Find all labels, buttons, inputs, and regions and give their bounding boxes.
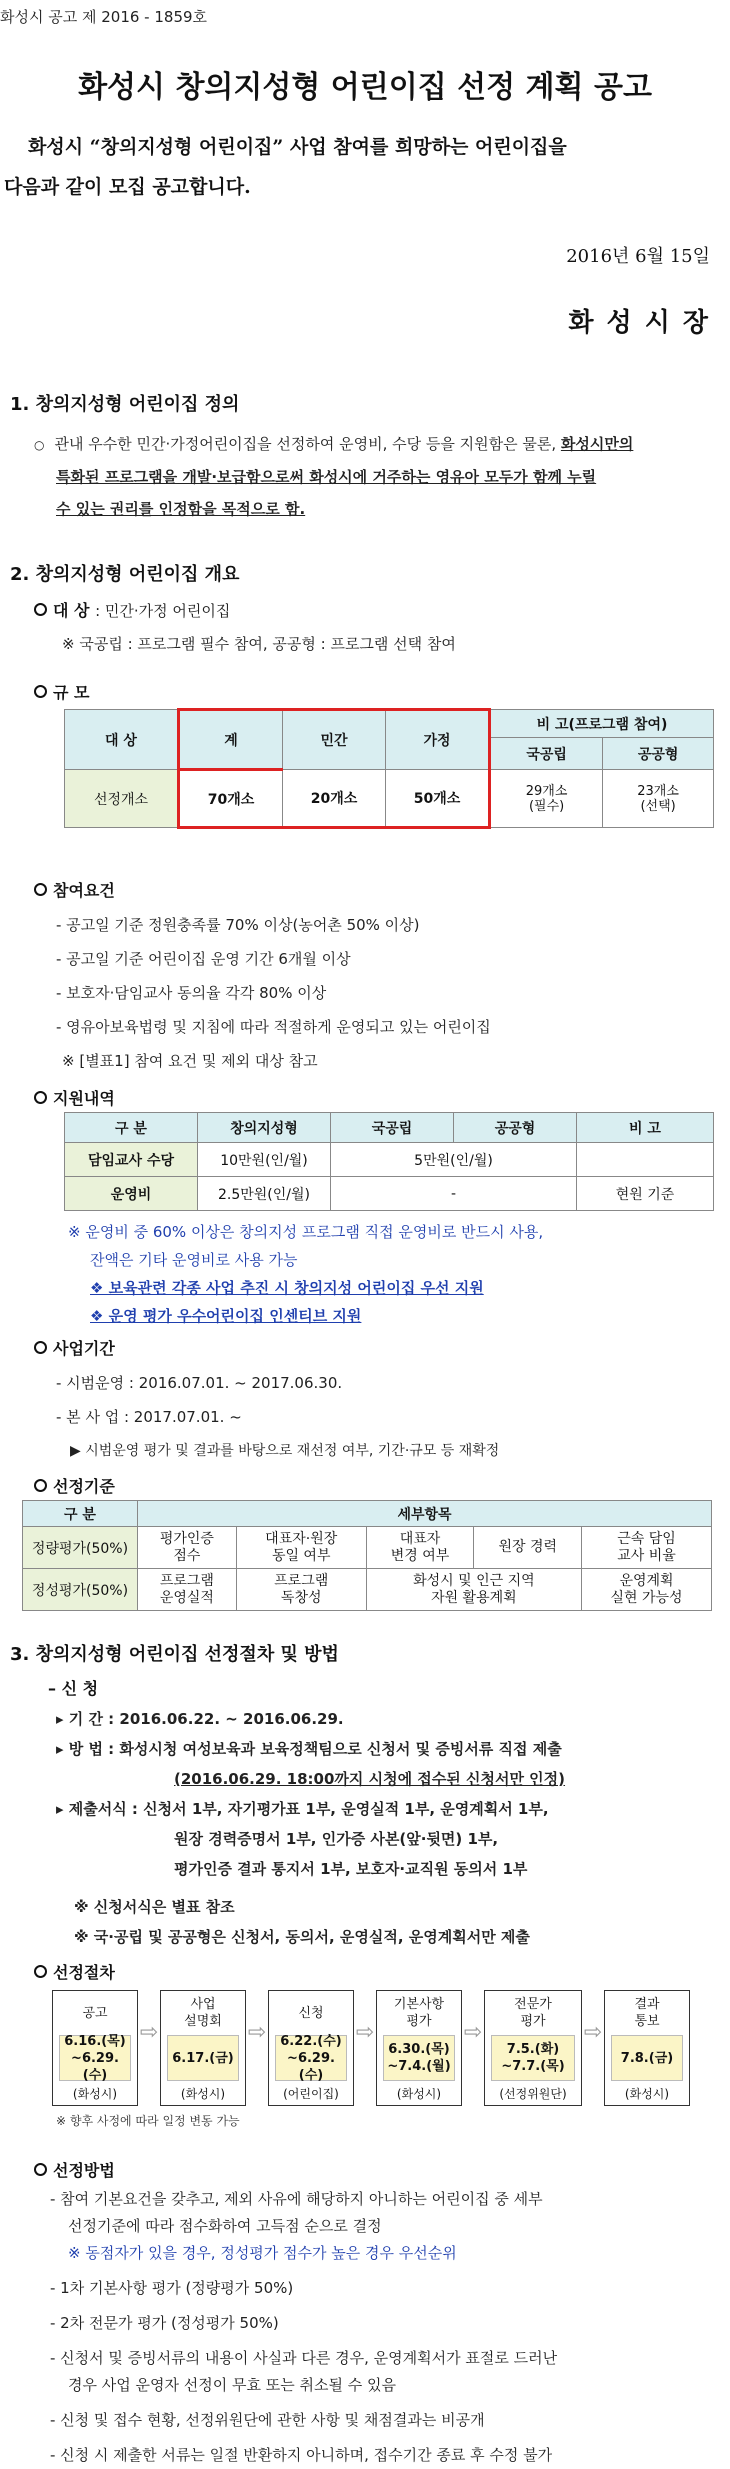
procedure-step-name: 결과 통보 [634, 1997, 660, 2029]
scale-h-public: 국공립 [490, 738, 603, 770]
scale-h-private: 민간 [283, 710, 386, 770]
ring-bullet-icon [34, 1091, 47, 1104]
procedure-step-name: 전문가 평가 [514, 1997, 552, 2029]
support-r2-note: 현원 기준 [577, 1177, 714, 1211]
requirement-item: - 영유아보육법령 및 지침에 따라 적절하게 운영되고 있는 어린이집 [56, 1018, 491, 1036]
period-heading: 사업기간 [34, 1336, 115, 1359]
scale-h-note: 비 고(프로그램 참여) [490, 710, 714, 738]
support-r1-label: 담임교사 수당 [65, 1143, 198, 1177]
target-note: ※ 국공립 : 프로그램 필수 참여, 공공형 : 프로그램 선택 참여 [62, 635, 456, 653]
section-1-body: ○ 관내 우수한 민간·가정어린이집을 선정하여 운영비, 수당 등을 지원함은 물론, 화성시만의 특화된 프로그램을 개발·보급함으로써 화성시에 거주하는 영유아 모두가 함께 누릴 수 있는 권리를 인정함을 목적으로 함. [34, 435, 634, 518]
ring-bullet-icon [34, 883, 47, 896]
scale-table [64, 708, 714, 829]
procedure-step-date: 7.8.(금) [611, 2035, 683, 2081]
requirements-heading: 참여요건 [34, 878, 115, 901]
ring-bullet-icon [34, 1965, 47, 1978]
arrow-right-icon: ⇨ [139, 2020, 159, 2045]
procedure-step-org: (어린이집) [283, 2086, 339, 2101]
procedure-step [160, 1990, 246, 2106]
scale-h-total: 계 [179, 710, 283, 770]
ring-bullet-icon [34, 1341, 47, 1354]
support-h4: 공공형 [454, 1113, 577, 1143]
scale-row-label: 선정개소 [65, 770, 179, 828]
page-title: 화성시 창의지성형 어린이집 선정 계획 공고 [78, 70, 652, 105]
ring-bullet-icon [34, 1479, 47, 1492]
scale-h-pub2: 공공형 [603, 738, 714, 770]
procedure-step-org: (화성시) [180, 2086, 226, 2101]
section-3-heading: 3. 창의지성형 어린이집 선정절차 및 방법 [10, 1644, 339, 1665]
support-r2-label: 운영비 [65, 1177, 198, 1211]
procedure-step-org: (선정위원단) [499, 2086, 567, 2101]
requirement-item: - 공고일 기준 정원충족률 70% 이상(농어촌 50% 이상) [56, 916, 420, 934]
criteria-heading: 선정기준 [34, 1474, 115, 1497]
circle-bullet-icon: ○ [34, 438, 45, 452]
ring-bullet-icon [34, 603, 47, 616]
support-notes: ※ 운영비 중 60% 이상은 창의지성 프로그램 직접 운영비로 반드시 사용, 잔액은 기타 운영비로 사용 가능 ❖ 보육관련 각종 사업 추진 시 창의지성 어린이집 우선 지원 ❖ 운영 평가 우수어린이집 인센티브 지원 [68, 1223, 544, 1325]
scale-home: 50개소 [386, 770, 490, 828]
procedure-step-date: 6.17.(금) [167, 2035, 239, 2081]
requirement-note: ※ [별표1] 참여 요건 및 제외 대상 참고 [62, 1052, 318, 1070]
scale-pub2: 23개소 (선택) [603, 770, 714, 828]
criteria-h2: 세부항목 [138, 1501, 712, 1527]
procedure-flow [52, 1990, 712, 2106]
procedure-step-name: 공고 [82, 2005, 108, 2021]
scale-h-target: 대 상 [65, 710, 179, 770]
scale-total: 70개소 [179, 770, 283, 828]
procedure-step-org: (화성시) [396, 2086, 442, 2101]
criteria-table: 구 분 세부항목 정량평가(50%) 평가인증 점수 대표자·원장 동일 여부 대표자 변경 여부 원장 경력 근속 담임 교사 비율 정성평가(50%) 프로그램 운영실적 프로그램 독창성 화성시 및 인근 지역 자원 활용계획 운영계획 실현 가능성 [22, 1500, 712, 1611]
arrow-right-icon: ⇨ [463, 2020, 483, 2045]
notice-number: 화성시 공고 제 2016 - 1859호 [0, 8, 208, 26]
support-h2: 창의지성형 [198, 1113, 331, 1143]
notice-date: 2016년 6월 15일 [566, 246, 710, 267]
method-heading: 선정방법 [34, 2158, 115, 2181]
procedure-heading: 선정절차 [34, 1960, 115, 1983]
requirement-item: - 공고일 기준 어린이집 운영 기간 6개월 이상 [56, 950, 351, 968]
arrow-right-icon: ⇨ [355, 2020, 375, 2045]
ring-bullet-icon [34, 685, 47, 698]
procedure-step [52, 1990, 138, 2106]
support-r2-v2: - [331, 1177, 577, 1211]
procedure-step-name: 신청 [298, 2005, 324, 2021]
intro-line-2: 다음과 같이 모집 공고합니다. [4, 176, 251, 198]
procedure-step [484, 1990, 582, 2106]
support-table [64, 1112, 714, 1211]
support-h5: 비 고 [577, 1113, 714, 1143]
criteria-quant-label: 정량평가(50%) [23, 1527, 138, 1569]
period-list: - 시범운영 : 2016.07.01. ~ 2017.06.30. - 본 사 업 : 2017.07.01. ~ ▶ 시범운영 평가 및 결과를 바탕으로 재선정 여부, 기간·규모 등 재확정 [56, 1374, 500, 1459]
procedure-step [376, 1990, 462, 2106]
method-list: - 참여 기본요건을 갖추고, 제외 사유에 해당하지 아니하는 어린이집 중 세부 선정기준에 따라 점수화하여 고득점 순으로 결정 ※ 동점자가 있을 경우, 정성평가 점수가 높은 경우 우선순위 - 1차 기본사항 평가 (정량평가 50%) - 2차 전문가 평가 (정성평가 50%) - 신청서 및 증빙서류의 내용이 사실과 다른 경우, 운영계획서가 표절로 드러난 경우 사업 운영자 선정이 무효 또는 취소될 수 있음 - 신청 및 접수 현황, 선정위원단에 관한 사항 및 채점결과는 비공개 - 신청 시 제출한 서류는 일절 반환하지 아니하며, 접수기간 종료 후 수정 불가 [50, 2190, 558, 2464]
procedure-step [268, 1990, 354, 2106]
procedure-step [604, 1990, 690, 2106]
section-2-heading: 2. 창의지성형 어린이집 개요 [10, 564, 240, 585]
target-heading: 대 상 : 민간·가정 어린이집 [34, 598, 230, 621]
procedure-step-date: 6.22.(수) ~6.29.(수) [275, 2035, 347, 2081]
support-heading: 지원내역 [34, 1086, 115, 1109]
requirements-list [56, 908, 491, 1078]
procedure-step-date: 6.16.(목) ~6.29.(수) [59, 2035, 131, 2081]
scale-heading: 규 모 [34, 680, 89, 703]
mayor-signature: 화 성 시 장 [568, 308, 710, 338]
procedure-step-date: 6.30.(목) ~7.4.(월) [383, 2035, 455, 2081]
support-h3: 국공립 [331, 1113, 454, 1143]
procedure-step-name: 사업 설명회 [184, 1997, 222, 2029]
criteria-h1: 구 분 [23, 1501, 138, 1527]
scale-public: 29개소 (필수) [490, 770, 603, 828]
procedure-step-org: (화성시) [72, 2086, 118, 2101]
arrow-right-icon: ⇨ [583, 2020, 603, 2045]
support-r1-v2: 5만원(인/월) [331, 1143, 577, 1177]
apply-heading: – 신 청 [48, 1679, 99, 1698]
scale-h-home: 가정 [386, 710, 490, 770]
section-1-heading: 1. 창의지성형 어린이집 정의 [10, 394, 240, 415]
procedure-step-date: 7.5.(화) ~7.7.(목) [491, 2035, 575, 2081]
scale-private: 20개소 [283, 770, 386, 828]
support-r2-v1: 2.5만원(인/월) [198, 1177, 331, 1211]
procedure-note: ※ 향후 사정에 따라 일정 변동 가능 [56, 2114, 240, 2128]
ring-bullet-icon [34, 2163, 47, 2176]
intro-line-1: 화성시 “창의지성형 어린이집” 사업 참여를 희망하는 어린이집을 [28, 136, 567, 158]
requirement-item: - 보호자·담임교사 동의율 각각 80% 이상 [56, 984, 327, 1002]
criteria-qual-label: 정성평가(50%) [23, 1569, 138, 1611]
support-r1-v1: 10만원(인/월) [198, 1143, 331, 1177]
procedure-step-org: (화성시) [624, 2086, 670, 2101]
arrow-right-icon: ⇨ [247, 2020, 267, 2045]
procedure-step-name: 기본사항 평가 [393, 1997, 445, 2029]
support-h1: 구 분 [65, 1113, 198, 1143]
apply-details: ▸ 기 간 : 2016.06.22. ~ 2016.06.29. ▸ 방 법 : 화성시청 여성보육과 보육정책팀으로 신청서 및 증빙서류 직접 제출 (2016.06.29. 18:00까지 시청에 접수된 신청서만 인정) ▸ 제출서식 : 신청서 1부, 자기평가표 1부, 운영실적 1부, 운영계획서 1부, 원장 경력증명서 1부, 인가증 사본(앞·뒷면) 1부, 평가인증 결과 통지서 1부, 보호자·교직원 동의서 1부 ※ 신청서식은 별표 참조 ※ 국·공립 및 공공형은 신청서, 동의서, 운영실적, 운영계획서만 제출 [56, 1710, 566, 1946]
